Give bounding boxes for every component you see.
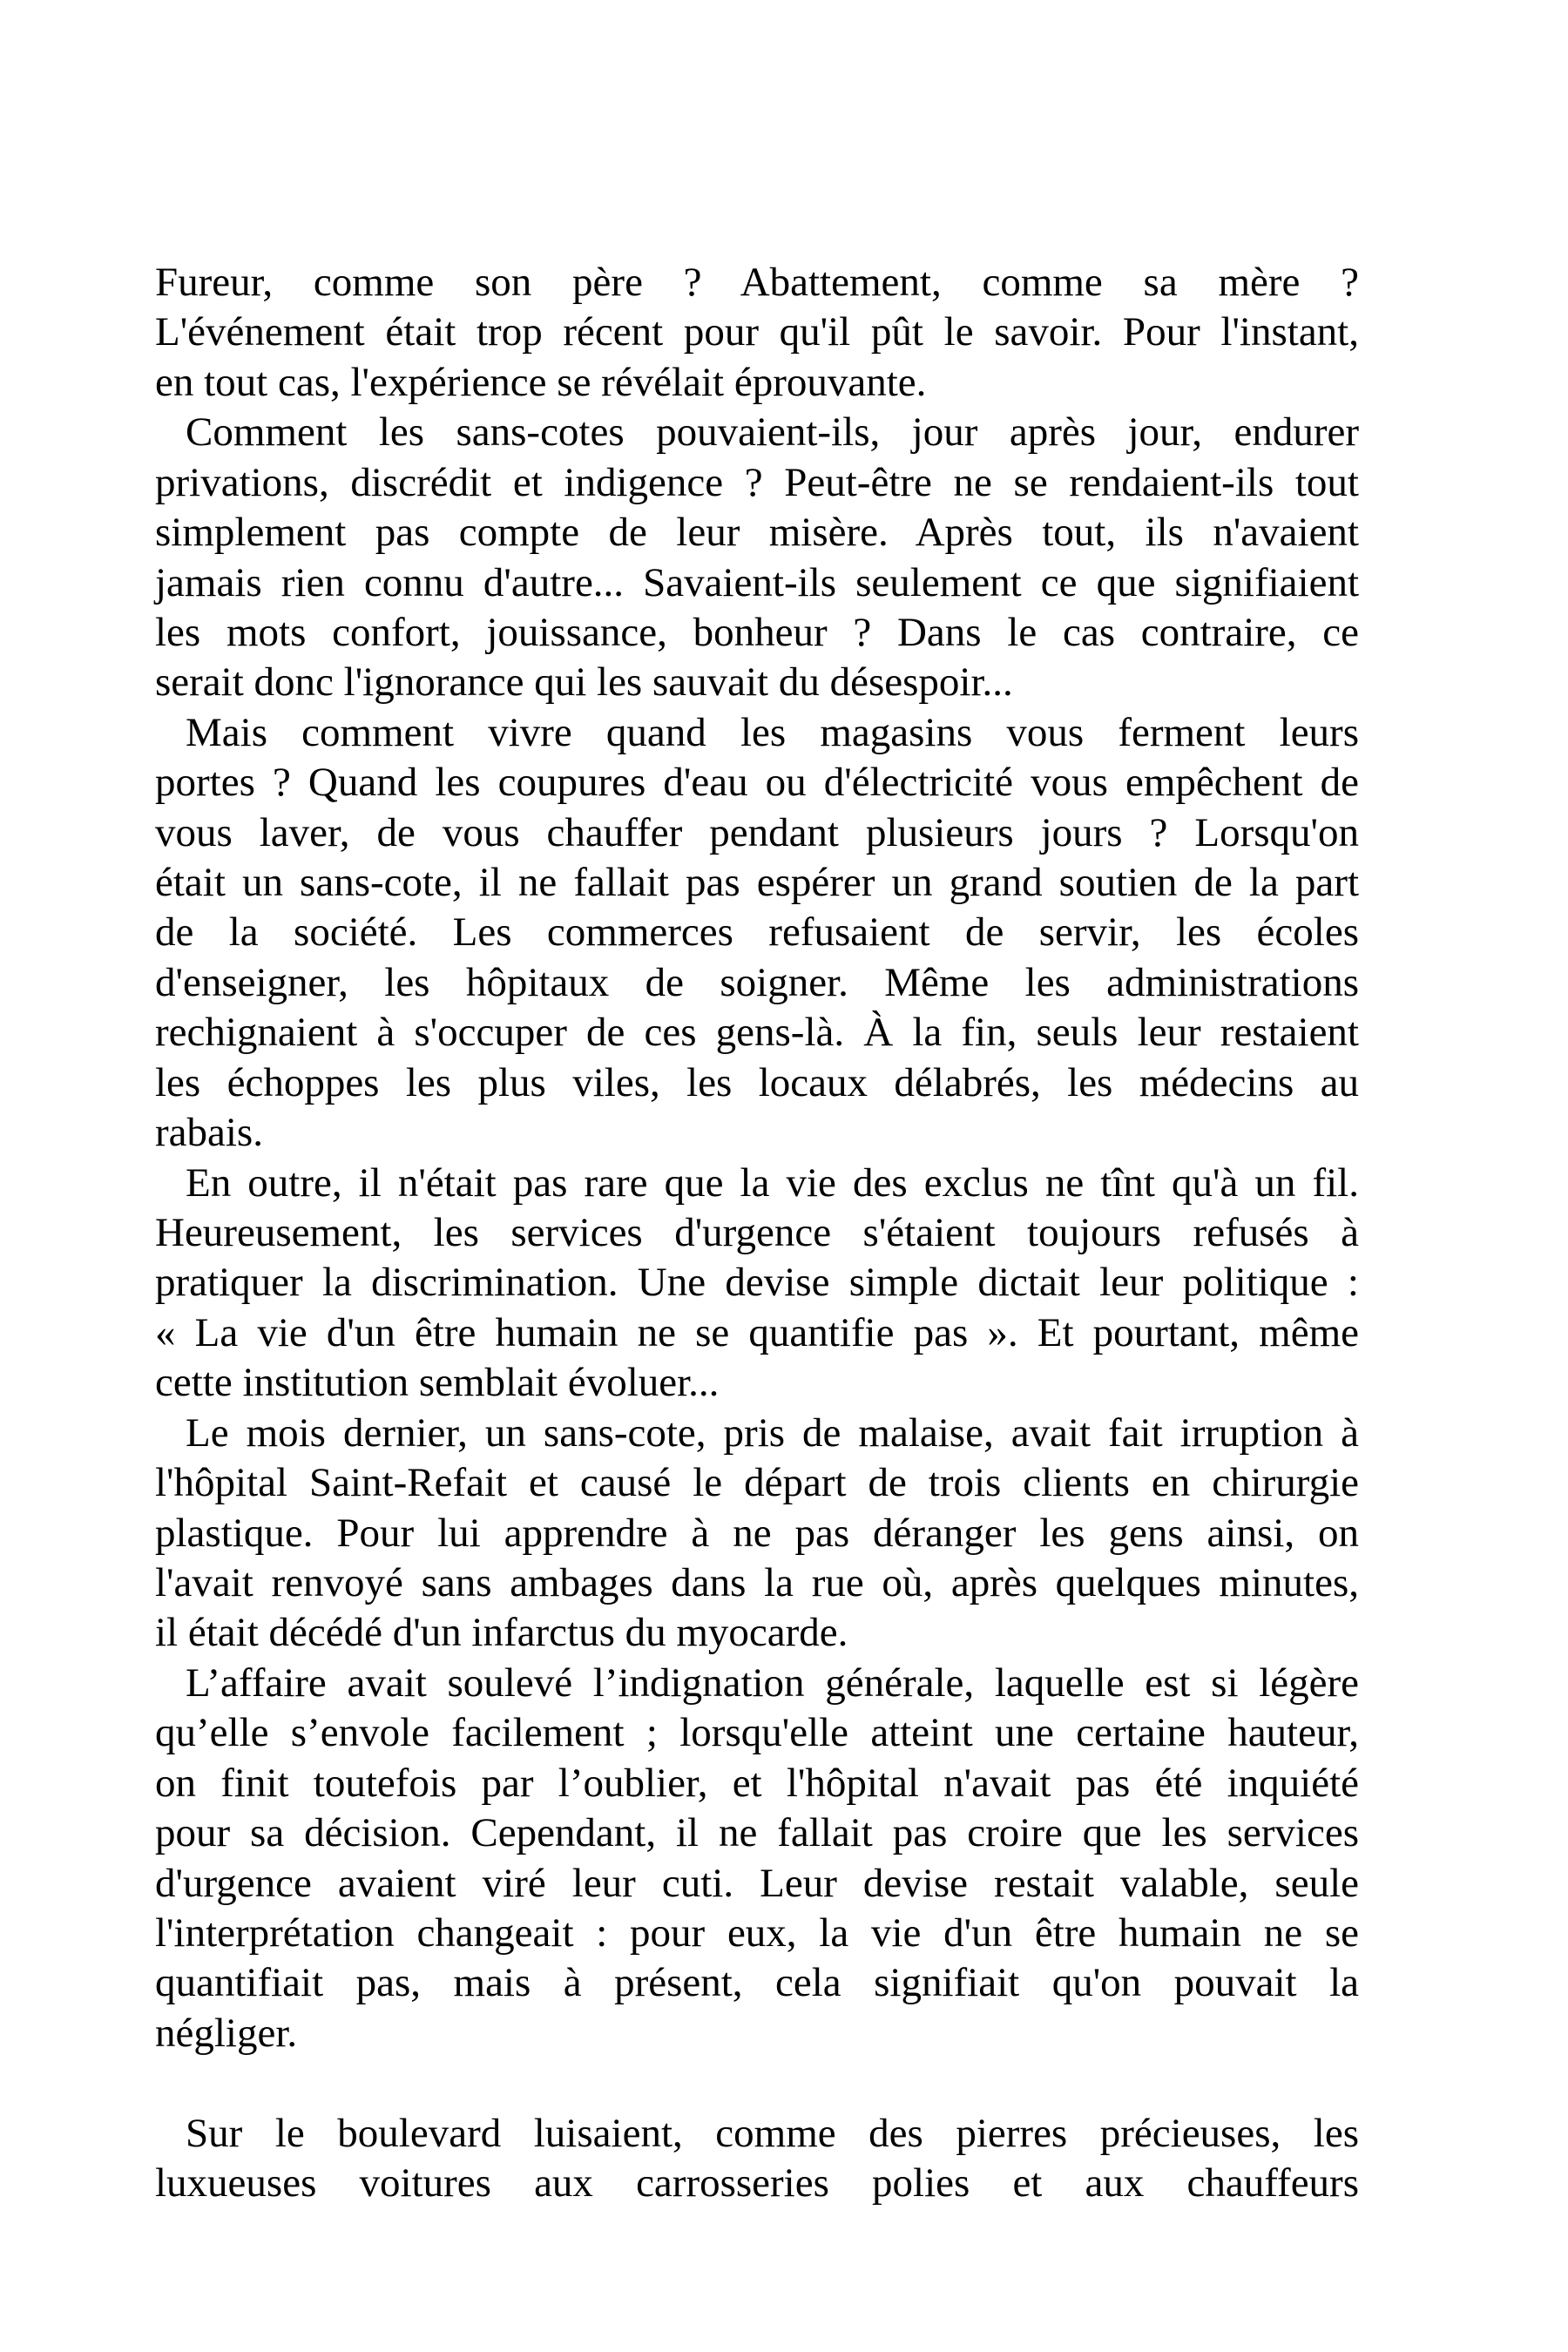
text-line: d'enseigner, les hôpitaux de soigner. Même les administrations — [155, 959, 1359, 1005]
text-line: portes ? Quand les coupures d'eau ou d'électricité vous empêchent de — [155, 760, 1359, 806]
text-line: Sur le boulevard luisaient, comme des pierres précieuses, les — [186, 2110, 1359, 2156]
text-line: vous laver, de vous chauffer pendant plusieurs jours ? Lorsqu'on — [155, 809, 1359, 855]
text-line: les mots confort, jouissance, bonheur ? Dans le cas contraire, ce — [155, 609, 1359, 655]
text-line: négliger. — [155, 2010, 298, 2056]
text-line: de la société. Les commerces refusaient de servir, les écoles — [155, 909, 1359, 956]
text-line: plastique. Pour lui apprendre à ne pas déranger les gens ainsi, on — [155, 1510, 1359, 1556]
text-line: l'hôpital Saint-Refait et causé le départ de trois clients en chirurgie — [155, 1460, 1359, 1506]
text-line: rechignaient à s'occuper de ces gens-là. À la fin, seuls leur restaient — [155, 1010, 1359, 1056]
text-line: Le mois dernier, un sans-cote, pris de malaise, avait fait irruption à — [186, 1409, 1359, 1456]
text-line: qu’elle s’envole facilement ; lorsqu'elle atteint une certaine hauteur, — [155, 1710, 1359, 1756]
paragraph — [155, 708, 1359, 1159]
text-line: En outre, il n'était pas rare que la vie des exclus ne tînt qu'à un fil. — [186, 1159, 1359, 1206]
paragraph — [155, 2109, 1359, 2209]
text-line: jamais rien connu d'autre... Savaient-ils seulement ce que signifiaient — [155, 559, 1359, 605]
paragraph — [155, 1159, 1359, 1409]
paragraph — [155, 1409, 1359, 1659]
text-line: était un sans-cote, il ne fallait pas espérer un grand soutien de la part — [155, 860, 1359, 906]
text-line: « La vie d'un être humain ne se quantifie pas ». Et pourtant, même — [155, 1309, 1359, 1355]
paragraph — [155, 1659, 1359, 2058]
text-line: Comment les sans-cotes pouvaient-ils, jour après jour, endurer — [186, 409, 1359, 456]
text-line: l'avait renvoyé sans ambages dans la rue où, après quelques minutes, — [155, 1559, 1359, 1605]
text-line: il était décédé d'un infarctus du myocarde. — [155, 1610, 848, 1656]
paragraph — [155, 408, 1359, 708]
text-line: luxueuses voitures aux carrosseries polies et aux chauffeurs — [155, 2160, 1359, 2207]
text-line: cette institution semblait évoluer... — [155, 1360, 720, 1406]
text-line: quantifiait pas, mais à présent, cela signifiait qu'on pouvait la — [155, 1960, 1359, 2006]
text-line: pratiquer la discrimination. Une devise simple dictait leur politique : — [155, 1260, 1359, 1306]
text-line: rabais. — [155, 1110, 263, 1156]
paragraph — [155, 258, 1359, 408]
text-line: pour sa décision. Cependant, il ne fallait pas croire que les services — [155, 1810, 1359, 1856]
text-line: en tout cas, l'expérience se révélait éprouvante. — [155, 359, 927, 405]
body-text — [155, 258, 1359, 2208]
text-line: les échoppes les plus viles, les locaux délabrés, les médecins au — [155, 1059, 1359, 1105]
text-line: L’affaire avait soulevé l’indignation générale, laquelle est si légère — [186, 1659, 1359, 1706]
text-line: Fureur, comme son père ? Abattement, comme sa mère ? — [155, 260, 1359, 305]
text-line: simplement pas compte de leur misère. Après tout, ils n'avaient — [155, 510, 1359, 556]
text-line: on finit toutefois par l’oublier, et l'hôpital n'avait pas été inquiété — [155, 1760, 1359, 1806]
text-line: Heureusement, les services d'urgence s'étaient toujours refusés à — [155, 1210, 1359, 1256]
text-line: d'urgence avaient viré leur cuti. Leur devise restait valable, seule — [155, 1860, 1359, 1906]
text-line: l'interprétation changeait : pour eux, la vie d'un être humain ne se — [155, 1909, 1359, 1956]
text-line: serait donc l'ignorance qui les sauvait du désespoir... — [155, 659, 1013, 706]
text-line: privations, discrédit et indigence ? Peut-être ne se rendaient-ils tout — [155, 459, 1359, 505]
text-line: L'événement était trop récent pour qu'il pût le savoir. Pour l'instant, — [155, 309, 1359, 355]
text-line: Mais comment vivre quand les magasins vous ferment leurs — [186, 709, 1359, 755]
